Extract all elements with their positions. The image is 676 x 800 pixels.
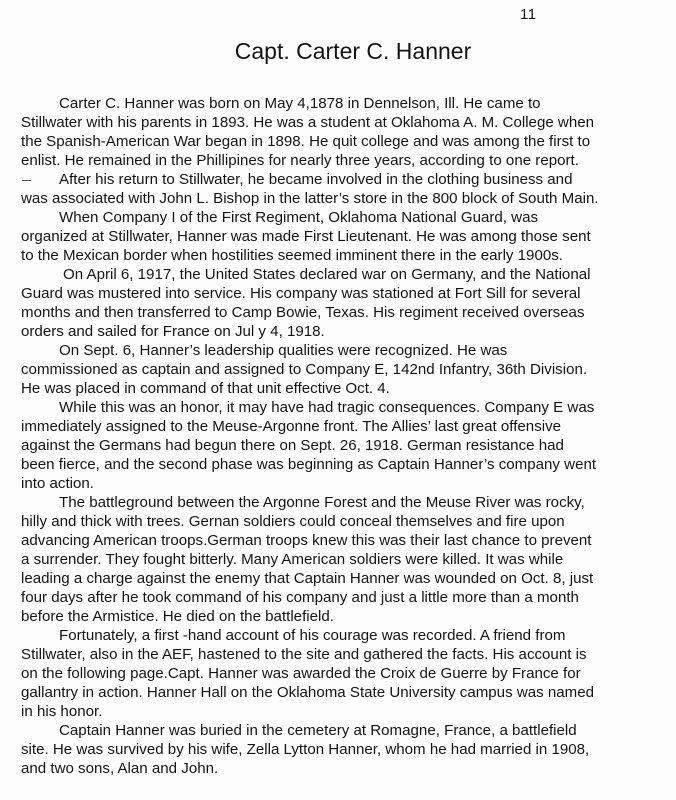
paragraph [21, 493, 663, 626]
text-line: Captain Hanner was buried in the cemetery at Romagne, France, a battlefield [59, 722, 577, 739]
page-number: 11 [520, 6, 537, 23]
page-title: Capt. Carter C. Hanner [234, 38, 472, 64]
text-line: leading a charge against the enemy that Captain Hanner was wounded on Oct. 8, just [21, 570, 594, 587]
text-line: was associated with John L. Bishop in the latter’s store in the 800 block of South Main. [21, 190, 599, 207]
text-line: a surrender. They fought bitterly. Many American soldiers were killed. It was while [21, 551, 564, 568]
text-line: Stillwater, also in the AEF, hastened to the site and gathered the facts. His account is [21, 646, 587, 663]
text-line: immediately assigned to the Meuse-Argonne front. The Allies’ last great offensive [21, 418, 562, 435]
text-line: He was placed in command of that unit effective Oct. 4. [21, 380, 390, 397]
paragraph [21, 94, 663, 170]
text-line: hilly and thick with trees. Gernan soldiers could conceal themselves and fire upon [21, 513, 565, 530]
text-line: enlist. He remained in the Phillipines for nearly three years, according to one report. [21, 152, 579, 169]
article-body [21, 94, 663, 778]
text-line: into action. [21, 475, 94, 492]
text-line: on the following page.Capt. Hanner was awarded the Croix de Guerre by France for [21, 665, 581, 682]
text-line: On Sept. 6, Hanner’s leadership qualities were recognized. He was [59, 342, 508, 359]
text-line: While this was an honor, it may have had tragic consequences. Company E was [59, 399, 595, 416]
text-line: Guard was mustered into service. His company was stationed at Fort Sill for several [21, 285, 581, 302]
text-line: orders and sailed for France on Jul y 4, 1918. [21, 323, 325, 340]
paragraph [21, 208, 663, 265]
paragraph [21, 265, 663, 341]
text-line: in his honor. [21, 703, 103, 720]
text-line: four days after he took command of his company and just a little more than a month [21, 589, 579, 606]
text-line: gallantry in action. Hanner Hall on the Oklahoma State University campus was named [21, 684, 595, 701]
paragraph [21, 626, 663, 721]
text-line: against the Germans had begun there on Sept. 26, 1918. German resistance had [21, 437, 564, 454]
text-line: to the Mexican border when hostilities seemed imminent there in the early 1900s. [21, 247, 563, 264]
text-line: site. He was survived by his wife, Zella Lytton Hanner, whom he had married in 1908, [21, 741, 590, 758]
text-line: and two sons, Alan and John. [21, 760, 219, 777]
text-line: After his return to Stillwater, he became involved in the clothing business and [59, 171, 573, 188]
text-line: the Spanish-American War began in 1898. He quit college and was among the first to [21, 133, 591, 150]
text-line: Fortunately, a first -hand account of his courage was recorded. A friend from [59, 627, 566, 644]
text-line: The battleground between the Argonne Forest and the Meuse River was rocky, [59, 494, 585, 511]
text-line: On April 6, 1917, the United States declared war on Germany, and the National [63, 266, 591, 283]
paragraph [21, 721, 663, 778]
paragraph [21, 398, 663, 493]
paragraph [21, 170, 663, 208]
text-line: When Company I of the First Regiment, Oklahoma National Guard, was [59, 209, 539, 226]
text-line: been fierce, and the second phase was beginning as Captain Hanner’s company went [21, 456, 597, 473]
text-line: Carter C. Hanner was born on May 4,1878 in Dennelson, Ill. He came to [59, 95, 541, 112]
text-line: months and then transferred to Camp Bowie, Texas. His regiment received overseas [21, 304, 585, 321]
text-line: before the Armistice. He died on the battlefield. [21, 608, 334, 625]
text-line: Stillwater with his parents in 1893. He was a student at Oklahoma A. M. College when [21, 114, 595, 131]
text-line: advancing American troops.German troops knew this was their last chance to prevent [21, 532, 592, 549]
text-line: organized at Stillwater, Hanner was made First Lieutenant. He was among those sent [21, 228, 591, 245]
text-line: commissioned as captain and assigned to Company E, 142nd Infantry, 36th Division. [21, 361, 588, 378]
paragraph [21, 341, 663, 398]
